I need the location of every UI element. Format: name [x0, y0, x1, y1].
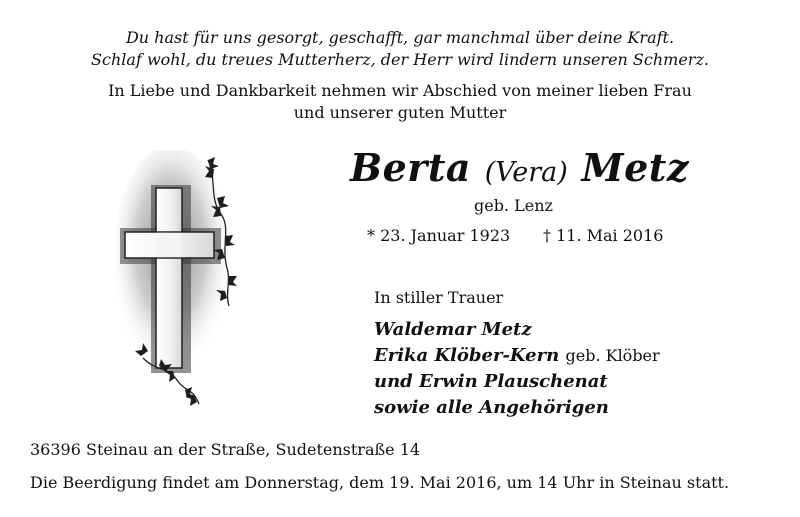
mourner-1: Waldemar Metz	[374, 319, 532, 340]
intro-line-1: In Liebe und Dankbarkeit nehmen wir Abschied von meiner lieben Frau	[108, 81, 692, 100]
mourner-3: und Erwin Plauschenat	[374, 371, 608, 392]
mourner-4: sowie alle Angehörigen	[374, 397, 609, 418]
intro-line-2: und unserer guten Mutter	[293, 103, 507, 122]
first-name: Berta	[350, 145, 471, 190]
mourning-intro: In stiller Trauer	[374, 288, 504, 307]
birth-name: geb. Lenz	[474, 196, 553, 215]
birth-date: * 23. Januar 1923	[367, 226, 511, 245]
poem-line-1: Du hast für uns gesorgt, geschafft, gar manchmal über deine Kraft.	[125, 28, 675, 47]
funeral-notice: Die Beerdigung findet am Donnerstag, dem 19. Mai 2016, um 14 Uhr in Steinau statt.	[30, 473, 730, 492]
mourner-2-name: Erika Klöber-Kern	[374, 345, 560, 366]
death-date: † 11. Mai 2016	[543, 226, 664, 245]
poem-line-2: Schlaf wohl, du treues Mutterherz, der Herr wird lindern unseren Schmerz.	[91, 50, 709, 69]
mourner-2-birth-name: geb. Klöber	[565, 346, 660, 365]
deceased-name	[350, 144, 689, 197]
cross-with-ivy-icon	[113, 150, 253, 415]
mourner-2	[374, 345, 660, 367]
surname: Metz	[581, 145, 689, 190]
address: 36396 Steinau an der Straße, Sudetenstraße 14	[30, 440, 421, 459]
nickname: (Vera)	[484, 157, 568, 188]
